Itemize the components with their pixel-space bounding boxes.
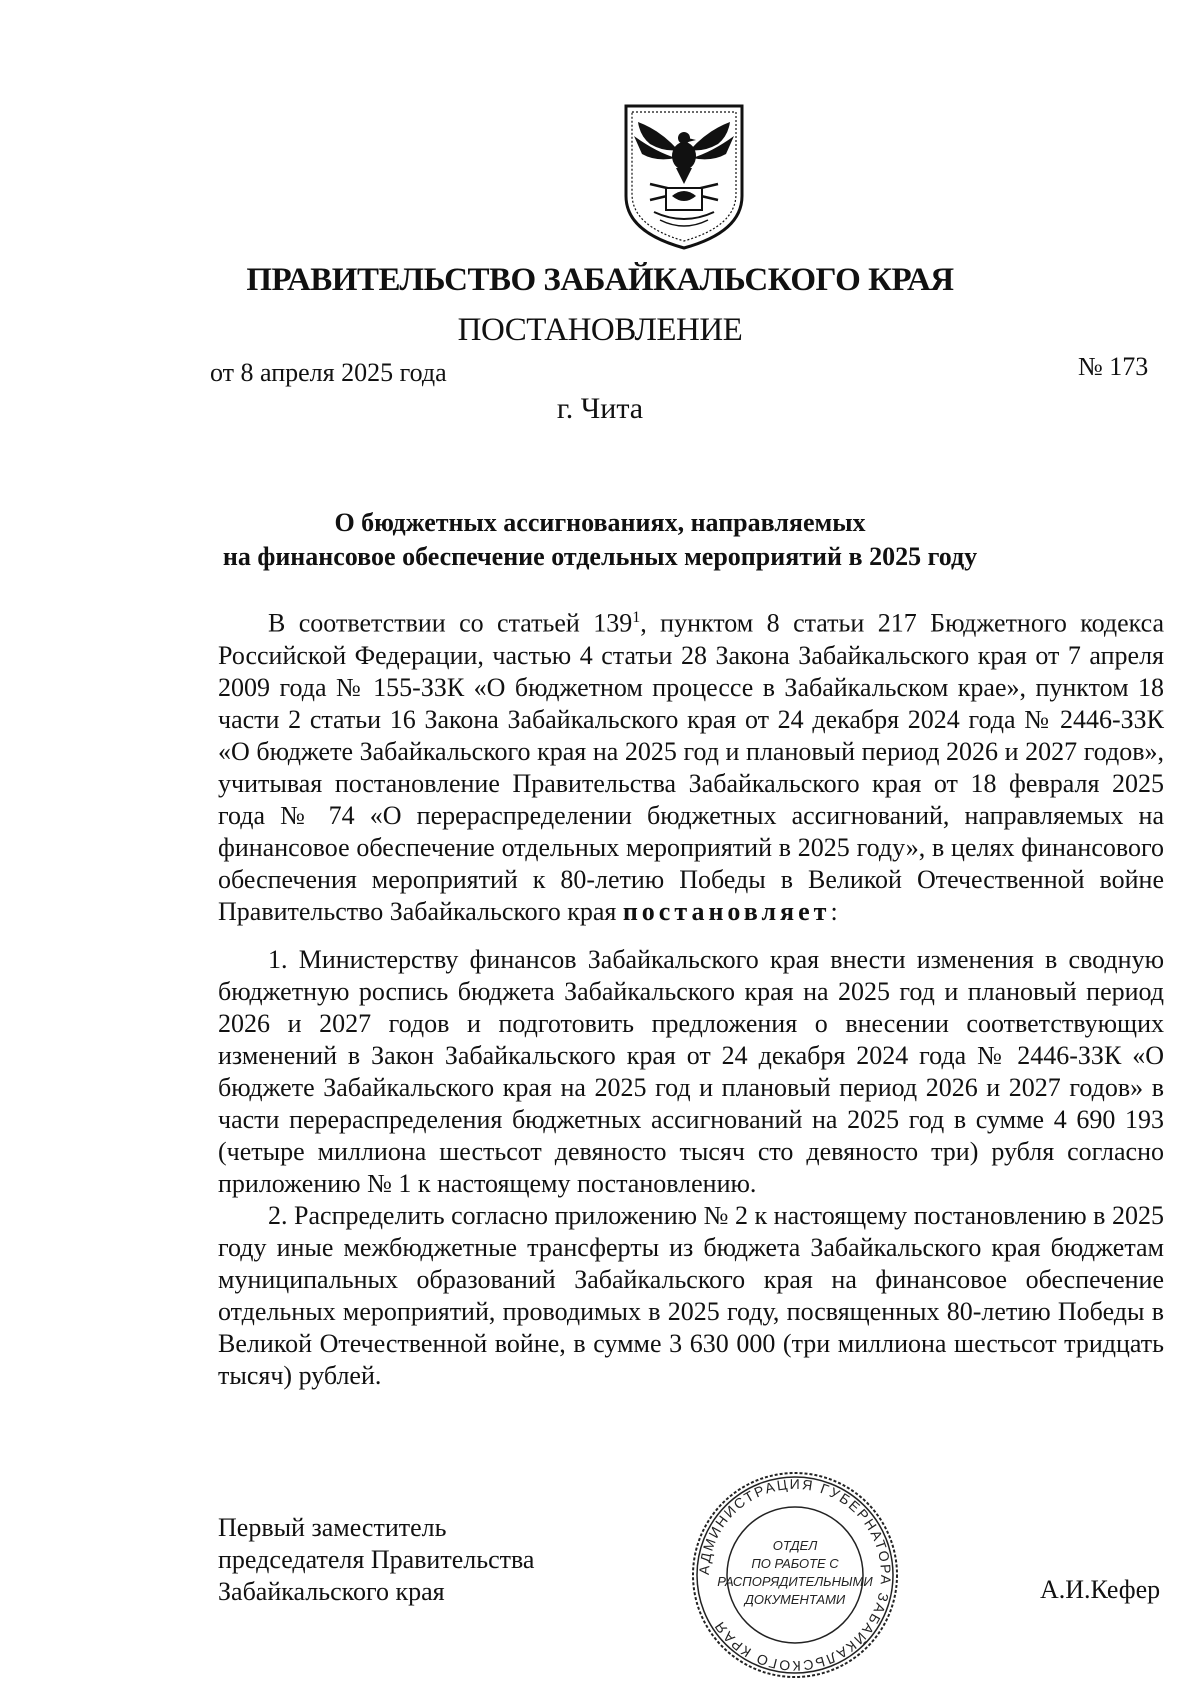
document-number: № 173 [1078, 352, 1149, 381]
document-city: г. Чита [556, 392, 644, 425]
signatory-name: А.И.Кефер [1040, 1575, 1161, 1604]
stamp-inner-line-1: ОТДЕЛ [772, 1538, 818, 1553]
official-stamp [682, 1470, 908, 1680]
item-1-paragraph: 1. Министерству финансов Забайкальского края внести изменения в сводную бюджетную роспись бюджета Забайкальского края на 2025 год и плановый период 2026 и 2027 годов и подготовить предложения о внесении соответствующих изменений в Закон Забайкальского края от 24 декабря 2024 года № 2446-ЗЗК «О бюджете Забайкальского края на 2025 год и плановый период 2026 и 2027 годов» в части перераспределения бюджетных ассигнований на 2025 год в сумме 4 690 193 (четыре миллиона шестьсот девяносто тысяч сто девяносто три) рубля согласно приложению № 1 к настоящему постановлению. [218, 944, 1164, 1198]
coat-of-arms-emblem [620, 100, 748, 252]
preamble-part-1: В соответствии со статьей 139 [268, 608, 633, 638]
document-type: ПОСТАНОВЛЕНИЕ [457, 312, 743, 348]
document-date: от 8 апреля 2025 года [210, 358, 447, 387]
stamp-inner-line-3: РАСПОРЯДИТЕЛЬНЫМИ [717, 1574, 873, 1589]
signatory-title-line-3: Забайкальского края [218, 1577, 445, 1606]
item-2-paragraph: 2. Распределить согласно приложению № 2 к настоящему постановлению в 2025 году иные межбюджетные трансферты из бюджета Забайкальского края бюджетам муниципальных образований Забайкальского края на финансовое обеспечение отдельных мероприятий, проводимых в 2025 году, посвященных 80-летию Победы в Великой Отечественной войне, в сумме 3 630 000 (три миллиона шестьсот тридцать тысяч) рублей. [218, 1200, 1164, 1390]
article-superscript: 1 [632, 609, 641, 626]
preamble-part-2: , пунктом 8 статьи 217 Бюджетного кодекса Российской Федерации, частью 4 статьи 28 Закона Забайкальского края от 7 апреля 2009 года № 155-ЗЗК «О бюджетном процессе в Забайкальском крае», пунктом 18 части 2 статьи 16 Закона Забайкальского края от 24 декабря 2024 года № 2446-ЗЗК «О бюджете Забайкальского края на 2025 год и плановый период 2026 и 2027 годов», учитывая постановление Правительства Забайкальского края от 18 февраля 2025 года № 74 «О перераспределении бюджетных ассигнований, направляемых на финансовое обеспечение отдельных мероприятий в 2025 году», в целях финансового обеспечения мероприятий к 80-летию Победы в Великой Отечественной войне Правительство Забайкальского края [218, 608, 1164, 926]
subject-line-1: О бюджетных ассигнованиях, направляемых [334, 508, 866, 537]
stamp-ring-text: АДМИНИСТРАЦИЯ ГУБЕРНАТОРА ЗАБАЙКАЛЬСКОГО КРАЯ [695, 1475, 895, 1675]
signatory-title [218, 1512, 534, 1608]
document-subject [150, 506, 1050, 574]
signatory-title-line-1: Первый заместитель [218, 1513, 447, 1542]
subject-line-2: на финансовое обеспечение отдельных мероприятий в 2025 году [222, 542, 978, 571]
stamp-inner-line-4: ДОКУМЕНТАМИ [744, 1592, 846, 1607]
preamble-colon: : [830, 896, 838, 926]
signatory-title-line-2: председателя Правительства [218, 1545, 535, 1574]
resolves-word: постановляет [622, 896, 831, 926]
document-body [218, 602, 1164, 1392]
preamble-paragraph [218, 602, 1164, 928]
government-title: ПРАВИТЕЛЬСТВО ЗАБАЙКАЛЬСКОГО КРАЯ [246, 262, 954, 298]
stamp-inner-line-2: ПО РАБОТЕ С [751, 1556, 839, 1571]
